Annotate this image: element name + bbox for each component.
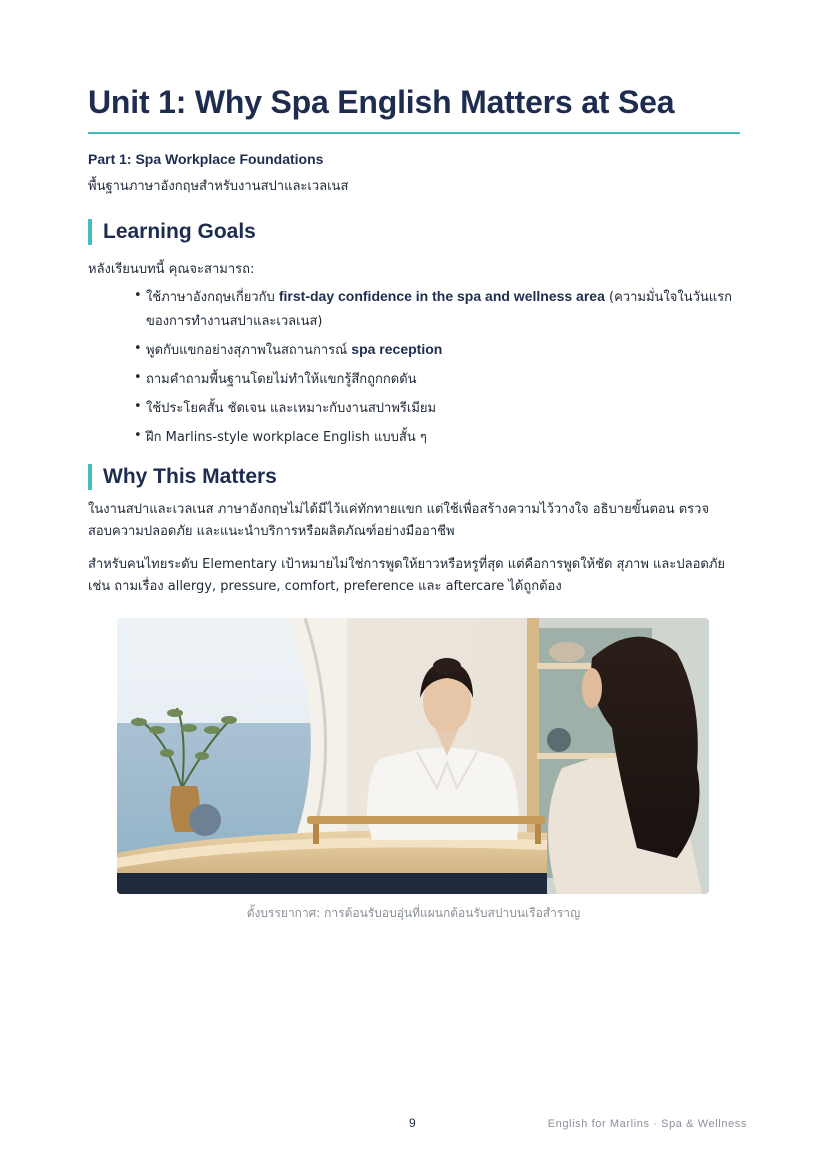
part-subtitle: พื้นฐานภาษาอังกฤษสำหรับงานสปาและเวลเนส: [88, 179, 349, 194]
part-title: Part 1: Spa Workplace Foundations: [88, 151, 324, 167]
unit-title: Unit 1: Why Spa English Matters at Sea: [88, 84, 675, 120]
page-number: 9: [409, 1116, 416, 1130]
goal-item: • ถามคำถามพื้นฐานโดยไม่ทำให้แขกรู้สึกถูกกดดัน: [134, 370, 417, 387]
why-heading: Why This Matters: [88, 464, 277, 490]
title-divider: [88, 132, 740, 134]
spa-reception-photo: [117, 618, 709, 894]
goal-item: • พูดกับแขกอย่างสุภาพในสถานการณ์ spa reception: [134, 341, 443, 358]
goal-item: • ใช้ประโยคสั้น ชัดเจน และเหมาะกับงานสปาพรีเมียม: [134, 399, 437, 416]
learning-goals-heading: Learning Goals: [88, 219, 256, 245]
goal-item: • ใช้ภาษาอังกฤษเกี่ยวกับ first-day confidence in the spa and wellness area (ความมั่นใจในวันแรกของการทำงานสปาและเวลเนส): [134, 288, 733, 329]
why-paragraph-1: ในงานสปาและเวลเนส ภาษาอังกฤษไม่ได้มีไว้แค่ทักทายแขก แต่ใช้เพื่อสร้างความไว้วางใจ อธิบายขั้นตอน ตรวจสอบความปลอดภัย และแนะนำบริการหรือผลิตภัณฑ์อย่างมืออาชีพ: [88, 502, 710, 539]
footer-title: English for Marlins · Spa & Wellness: [547, 1118, 747, 1130]
why-paragraph-2: สำหรับคนไทยระดับ Elementary เป้าหมายไม่ใช่การพูดให้ยาวหรือหรูที่สุด แต่คือการพูดให้ชัด สุภาพ และปลอดภัย เช่น ถามเรื่อง allergy, pressure, comfort, preference และ aftercare ได้ถูกต้อง: [88, 557, 726, 594]
learning-goals-intro: หลังเรียนบทนี้ คุณจะสามารถ:: [88, 262, 255, 277]
goal-item: • ฝึก Marlins-style workplace English แบบสั้น ๆ: [134, 428, 427, 445]
learning-goals-list: [134, 284, 734, 453]
photo-caption: ตั้งบรรยากาศ: การต้อนรับอบอุ่นที่แผนกต้อนรับสปาบนเรือสำราญ: [246, 906, 581, 920]
